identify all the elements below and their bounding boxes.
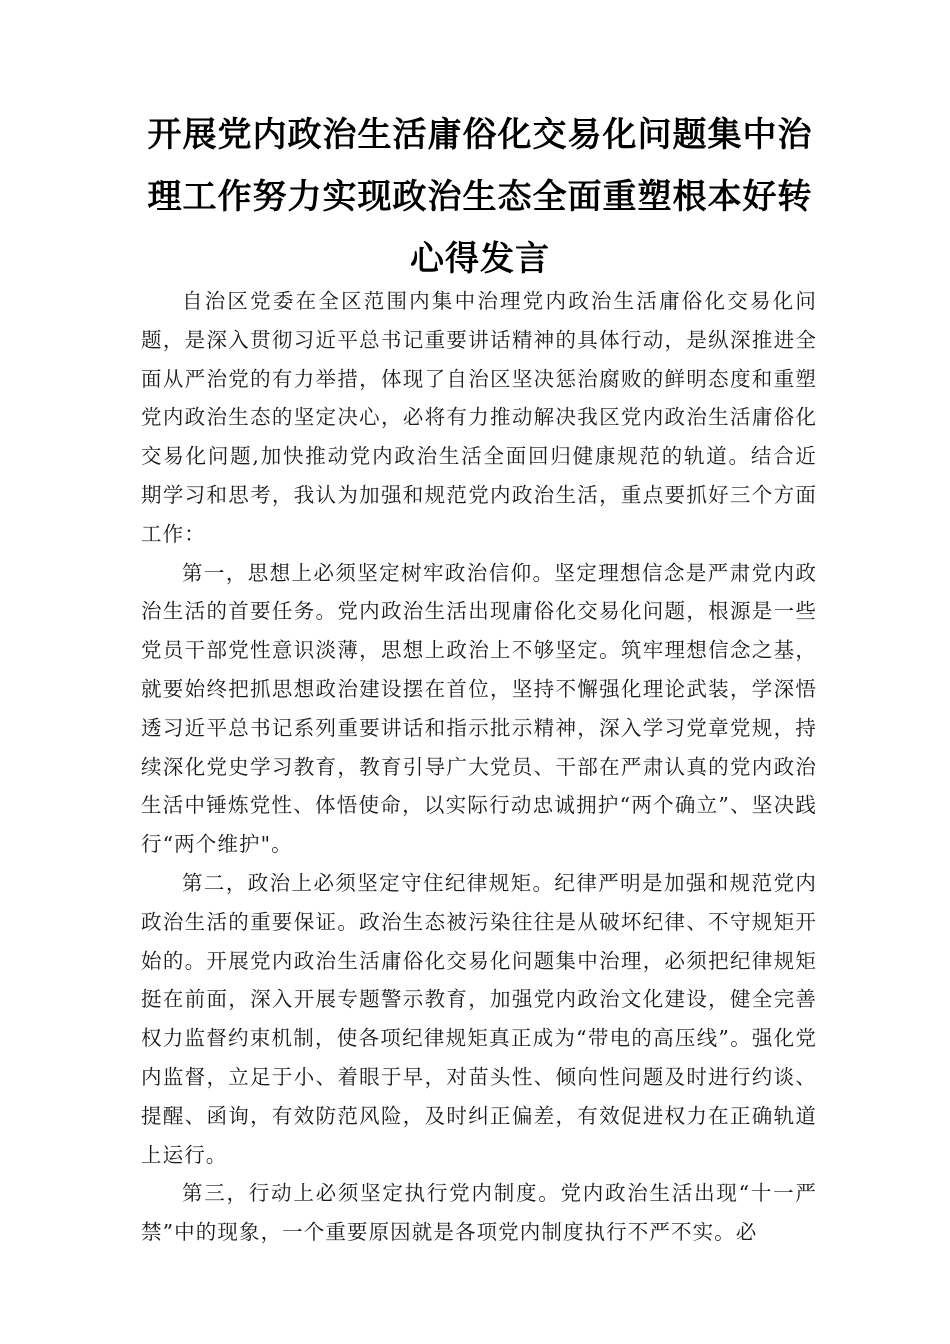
point-three-paragraph: 第三，行动上必须坚定执行党内制度。党内政治生活出现“十一严禁”中的现象，一个重要原因就是各项党内制度执行不严不实。必 <box>141 1181 817 1245</box>
intro-paragraph: 自治区党委在全区范围内集中治理党内政治生活庸俗化交易化问题，是深入贯彻习近平总书记重要讲话精神的具体行动，是纵深推进全面从严治党的有力举措，体现了自治区坚决惩治腐败的鲜明态度和重塑党内政治生态的坚定决心，必将有力推动解决我区党内政治生活庸俗化交易化问题,加快推动党内政治生活全面回归健康规范的轨道。结合近期学习和思考，我认为加强和规范党内政治生活，重点要抓好三个方面工作： <box>141 289 817 546</box>
document-body <box>141 282 817 1252</box>
point-two-paragraph: 第二，政治上必须坚定守住纪律规矩。纪律严明是加强和规范党内政治生活的重要保证。政治生态被污染往往是从破坏纪律、不守规矩开始的。开展党内政治生活庸俗化交易化问题集中治理，必须把纪律规矩挺在前面，深入开展专题警示教育，加强党内政治文化建设，健全完善权力监督约束机制，使各项纪律规矩真正成为“带电的高压线”。强化党内监督，立足于小、着眼于早，对苗头性、倾向性问题及时进行约谈、提醒、函询，有效防范风险，及时纠正偏差，有效促进权力在正确轨道上运行。 <box>141 870 817 1167</box>
document-title: 开展党内政治生活庸俗化交易化问题集中治理工作努力实现政治生态全面重塑根本好转心得发言 <box>147 115 813 279</box>
point-one-paragraph: 第一，思想上必须坚定树牢政治信仰。坚定理想信念是严肃党内政治生活的首要任务。党内政治生活出现庸俗化交易化问题，根源是一些党员干部党性意识淡薄，思想上政治上不够坚定。筑牢理想信念之基，就要始终把抓思想政治建设摆在首位，坚持不懈强化理论武装，学深悟透习近平总书记系列重要讲话和指示批示精神，深入学习党章党规，持续深化党史学习教育，教育引导广大党员、干部在严肃认真的党内政治生活中锤炼党性、体悟使命，以实际行动忠诚拥护“两个确立”、坚决践行“两个维护"。 <box>141 560 817 857</box>
